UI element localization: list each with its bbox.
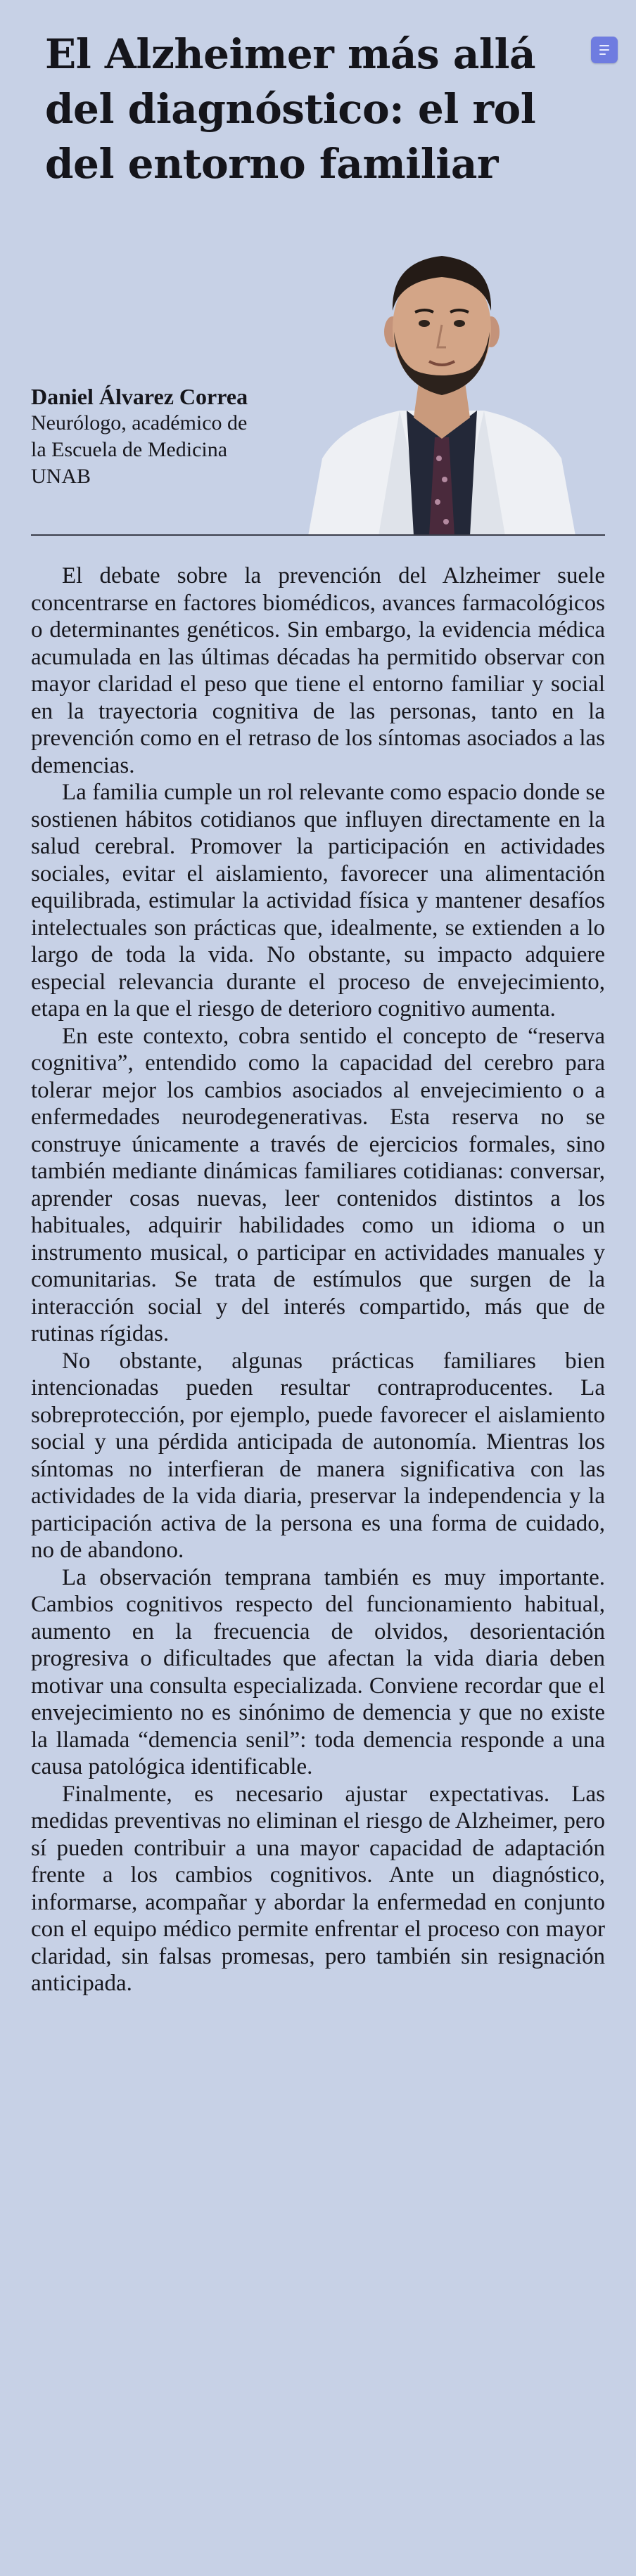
paragraph: Finalmente, es necesario ajustar expectativas. Las medidas preventivas no eliminan el riesgo de Alzheimer, pero sí pueden contribuir a una mayor capacidad de adaptación frente a los cambios cognitivos. Ante un diagnóstico, informarse, acompañar y abordar la enfermedad en conjunto con el equipo médico permite enfrentar el proceso con mayor claridad, sin falsas promesas, pero también sin resignación anticipada. bbox=[31, 1781, 605, 1996]
divider bbox=[31, 534, 605, 536]
article-body bbox=[31, 562, 605, 1997]
paragraph: En este contexto, cobra sentido el concepto de “reserva cognitiva”, entendido como la capacidad del cerebro para tolerar mejor los cambios asociados al envejecimiento o a enfermedades neurodegenerativas. Esta reserva no se construye únicamente a través de ejercicios formales, sino también mediante dinámicas familiares cotidianas: conversar, aprender cosas nuevas, leer contenidos distintos a los habituales, adquirir habilidades como un idioma o un instrumento musical, o participar en actividades manuales y comunitarias. Se trata de estímulos que surgen de la interacción social y del interés compartido, más que de rutinas rígidas. bbox=[31, 1023, 605, 1346]
menu-line bbox=[599, 49, 609, 51]
headline: El Alzheimer más allá del diagnóstico: el rol del entorno familiar bbox=[45, 30, 536, 188]
menu-line bbox=[599, 53, 606, 55]
paragraph: La observación temprana también es muy importante. Cambios cognitivos respecto del funcionamiento habitual, aumento en la frecuencia de olvidos, desorientación progresiva o dificultades que afectan la vida diaria deben motivar una consulta especializada. Conviene recordar que el envejecimiento no es sinónimo de demencia y que no existe la llamada “demencia senil”: toda demencia responde a una causa patológica identificable. bbox=[31, 1564, 605, 1779]
author-role: Neurólogo, académico de la Escuela de Medicina UNAB bbox=[31, 411, 248, 488]
paragraph: La familia cumple un rol relevante como espacio donde se sostienen hábitos cotidianos que influyen directamente en la salud cerebral. Promover la participación en actividades sociales, evitar el aislamiento, favorecer una alimentación equilibrada, estimular la actividad física y mantener desafíos intelectuales son prácticas que, idealmente, se extienden a lo largo de toda la vida. No obstante, su impacto adquiere especial relevancia durante el proceso de envejecimiento, etapa en la que el riesgo de deterioro cognitivo aumenta. bbox=[31, 780, 605, 1022]
paragraph: El debate sobre la prevención del Alzheimer suele concentrarse en factores biomédicos, avances farmacológicos o determinantes genéticos. Sin embargo, la evidencia médica acumulada en las últimas décadas ha permitido observar con mayor claridad el peso que tiene el entorno familiar y social en la trayectoria cognitiva de las personas, tanto en la prevención como en el retraso de los síntomas asociados a las demencias. bbox=[31, 563, 605, 778]
paragraph: No obstante, algunas prácticas familiares bien intencionadas pueden resultar contraproducentes. La sobreprotección, por ejemplo, puede favorecer el aislamiento social y una pérdida anticipada de autonomía. Mientras los síntomas no interfieran de manera significativa con las actividades de la vida diaria, preservar la independencia y la participación activa de la persona es una forma de cuidado, no de abandono. bbox=[31, 1348, 605, 1563]
author-portrait-icon bbox=[294, 226, 590, 536]
author-block bbox=[31, 383, 326, 490]
author-photo bbox=[294, 226, 590, 536]
menu-line bbox=[599, 45, 609, 46]
menu-icon[interactable] bbox=[591, 37, 618, 63]
author-name: Daniel Álvarez Correa bbox=[31, 384, 248, 409]
